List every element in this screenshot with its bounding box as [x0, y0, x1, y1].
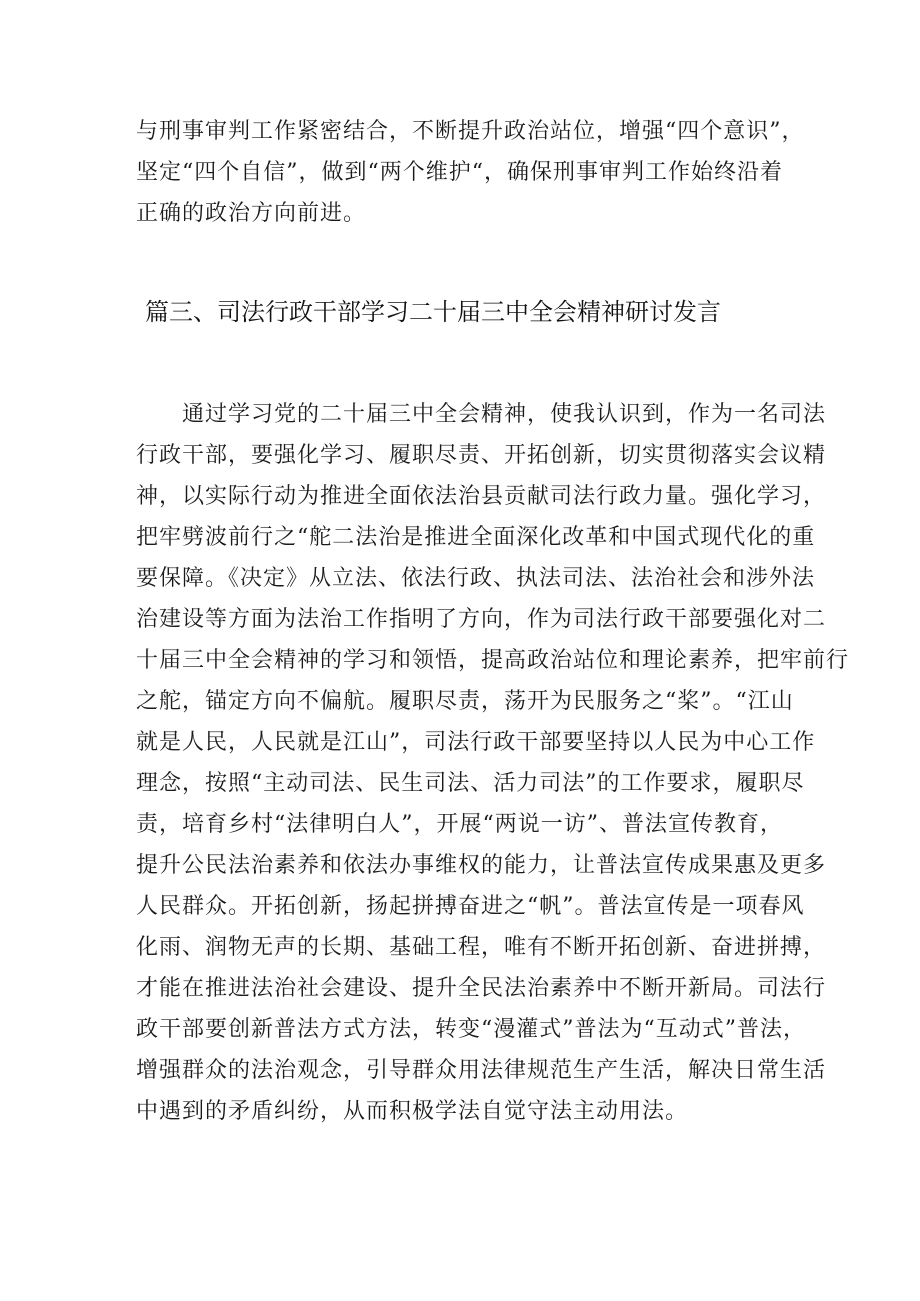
body-line-14: 化雨、润物无声的长期、基础工程，唯有不断开拓创新、奋进拼搏， — [136, 935, 827, 960]
body-line-16: 政干部要创新普法方式方法，转变“漫灌式”普法为“互动式”普法， — [136, 1017, 806, 1042]
body-line-5: 要保障。《决定》从立法、依法行政、执法司法、法治社会和涉外法 — [136, 566, 816, 591]
body-line-11: 责，培育乡村“法律明白人”，开展“两说一访”、普法宣传教育， — [136, 812, 783, 837]
body-line-9: 就是人民，人民就是江山”，司法行政干部要坚持以人民为中心工作 — [136, 730, 816, 755]
body-line-3: 神，以实际行动为推进全面依法治县贡献司法行政力量。强化学习， — [136, 484, 827, 509]
body-line-15: 才能在推进法治社会建设、提升全民法治素养中不断开新局。司法行 — [136, 976, 827, 1001]
body-line-2: 行政干部，要强化学习、履职尽责、开拓创新，切实贯彻落实会议精 — [136, 443, 827, 468]
section-title: 篇三、司法行政干部学习二十届三中全会精神研讨发言 — [145, 298, 721, 326]
body-line-10: 理念，按照“主动司法、民生司法、活力司法”的工作要求，履职尽 — [136, 771, 805, 796]
body-line-1: 通过学习党的二十届三中全会精神，使我认识到，作为一名司法 — [182, 402, 827, 427]
top-paragraph-line-3: 正确的政治方向前进。 — [136, 201, 367, 226]
body-line-12: 提升公民法治素养和依法办事维权的能力，让普法宣传成果惠及更多 — [136, 853, 827, 878]
top-paragraph-line-2: 坚定“四个自信”，做到“两个维护“，确保刑事审判工作始终沿着 — [136, 160, 783, 185]
body-line-4: 把牢劈波前行之“舵二法治是推进全面深化改革和中国式现代化的重 — [136, 525, 816, 550]
body-line-17: 增强群众的法治观念，引导群众用法律规范生产生活，解决日常生活 — [136, 1058, 827, 1083]
body-line-8: 之舵，锚定方向不偏航。履职尽责，荡开为民服务之“桨”。“江山 — [136, 689, 794, 714]
body-line-18: 中遇到的矛盾纠纷，从而积极学法自觉守法主动用法。 — [136, 1099, 689, 1124]
body-line-13: 人民群众。开拓创新，扬起拼搏奋进之“帆”。普法宣传是一项春风 — [136, 894, 805, 919]
body-line-7: 十届三中全会精神的学习和领悟，提高政治站位和理论素养，把牢前行 — [136, 648, 850, 673]
top-paragraph-line-1: 与刑事审判工作紧密结合，不断提升政治站位，增强“四个意识”， — [136, 119, 805, 144]
body-line-6: 治建设等方面为法治工作指明了方向，作为司法行政干部要强化对二 — [136, 607, 827, 632]
